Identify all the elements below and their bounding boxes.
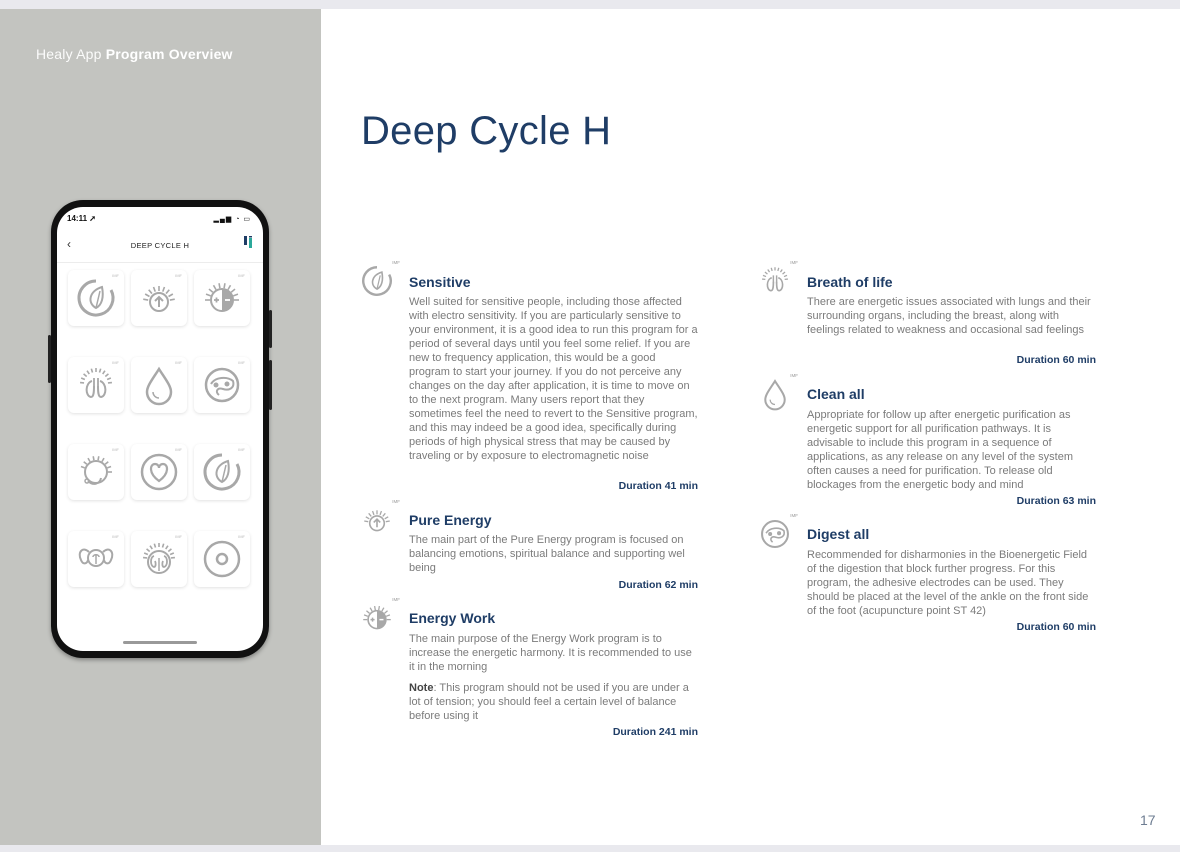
imf-badge: IMF: [112, 447, 119, 452]
header-section: Program Overview: [105, 46, 233, 62]
program-description: There are energetic issues associated with lungs and their surrounding organs, including the breast, along with feelings related to weakness and occasional sad feelings: [807, 296, 1091, 336]
note-text: : This program should not be used if you are under a lot of tension; you should feel a certain level of balance before using it: [409, 682, 689, 722]
phone-mockup: [51, 200, 269, 658]
program-tile[interactable]: [131, 357, 187, 413]
program-duration: Duration 41 min: [618, 480, 698, 492]
lungs-icon: [75, 364, 117, 406]
program-sensitive: [360, 260, 698, 494]
program-tile[interactable]: [131, 444, 187, 500]
page: [0, 9, 1180, 845]
program-name: Pure Energy: [409, 512, 492, 528]
program-tile[interactable]: [194, 531, 250, 587]
program-duration: Duration 60 min: [1016, 354, 1096, 366]
program-name: Digest all: [807, 526, 870, 542]
healy-logo-icon[interactable]: [243, 235, 255, 249]
lungs-icon: IMF: [758, 264, 792, 298]
program-description: The main purpose of the Energy Work program is to increase the energetic harmony. It is recommended to use it in the morning: [409, 633, 692, 673]
program-tile[interactable]: [194, 444, 250, 500]
imf-badge: IMF: [238, 534, 245, 539]
program-tile[interactable]: [68, 357, 124, 413]
program-breath-of-life: [758, 260, 1096, 374]
sun-plus-minus-icon: IMF: [360, 601, 394, 635]
imf-badge: IMF: [238, 273, 245, 278]
program-digest-all: [758, 513, 1096, 637]
program-name: Sensitive: [409, 274, 471, 290]
program-tile[interactable]: [68, 270, 124, 326]
program-tile[interactable]: [131, 270, 187, 326]
phone-side-button: [269, 310, 272, 348]
program-energy-work: [360, 597, 698, 746]
section-header: [36, 46, 233, 62]
program-name: Energy Work: [409, 610, 496, 626]
digestion-icon: [201, 364, 243, 406]
program-screen-title: DEEP CYCLE H: [130, 241, 190, 250]
target-circle-icon: [201, 538, 243, 580]
leaf-circle-icon: [75, 277, 117, 319]
program-duration: Duration 241 min: [612, 726, 698, 738]
program-tile[interactable]: [194, 357, 250, 413]
page-title: Deep Cycle H: [361, 109, 612, 153]
program-clean-all: [758, 373, 1096, 512]
imf-badge: IMF: [175, 447, 182, 452]
imf-badge: IMF: [112, 273, 119, 278]
drop-icon: IMF: [758, 377, 792, 411]
status-icons: ▂▄▆ ◔ ▭: [213, 216, 251, 223]
leaf-circle-icon: [201, 451, 243, 493]
imf-badge: IMF: [175, 360, 182, 365]
uterus-icon: [75, 538, 117, 580]
program-description: Appropriate for follow up after energetic purification as energetic support for all purification pathways. It is advisable to include this program in a sequence of applications, as any release on any level of the system often causes a need for purification. To release old blockages from the energetic body and mind: [807, 409, 1073, 491]
page-number: 17: [1140, 812, 1156, 828]
back-chevron-icon[interactable]: ‹: [67, 237, 71, 251]
phone-screen: [57, 207, 263, 651]
imf-badge: IMF: [238, 360, 245, 365]
program-name: Breath of life: [807, 274, 893, 290]
imf-badge: IMF: [238, 447, 245, 452]
status-time: 14:11 ➚: [67, 214, 96, 223]
note-label: Note: [409, 682, 434, 694]
stomach-sun-icon: [75, 451, 117, 493]
program-tile[interactable]: [68, 531, 124, 587]
imf-badge: IMF: [175, 534, 182, 539]
kidneys-sun-icon: [138, 538, 180, 580]
leaf-circle-icon: IMF: [360, 264, 394, 298]
program-duration: Duration 60 min: [1016, 621, 1096, 633]
program-description: The main part of the Pure Energy program is focused on balancing emotions, spiritual balance and supporting wel being: [409, 534, 685, 574]
sun-plus-minus-icon: [201, 277, 243, 319]
program-name: Clean all: [807, 386, 865, 402]
imf-badge: IMF: [112, 534, 119, 539]
program-description: Well suited for sensitive people, including those affected with electro sensitivity. If you are particularly sensitive to your environment, it is a good idea to run this program for a period of several days until you feel some relief. If you are new to frequency application, this would be a good program to start your journey. If you do not perceive any changes on the day after application, it is time to move on to the next program. Many users report that they sometimes feel the need to revert to the Sensitive program, and this may indeed be a good idea, specifically during periods of high physical stress that may be caused by traveling or by exposure to electromagnetic noise: [409, 296, 698, 462]
home-indicator[interactable]: [123, 641, 197, 644]
program-description: Recommended for disharmonies in the Bioenergetic Field of the digestion that block further progress. For this program, the adhesive electrodes can be used. They should be placed at the level of the ankle on the front side of the foot (acupuncture point ST 42): [807, 549, 1089, 617]
digestion-icon: IMF: [758, 517, 792, 551]
program-pure-energy: [360, 499, 698, 593]
drop-icon: [138, 364, 180, 406]
nav-divider: [57, 262, 263, 263]
program-tile[interactable]: [68, 444, 124, 500]
program-tile[interactable]: [131, 531, 187, 587]
phone-power-button: [269, 360, 272, 410]
program-duration: Duration 62 min: [618, 579, 698, 591]
program-tile[interactable]: [194, 270, 250, 326]
sun-arrow-icon: IMF: [360, 503, 394, 537]
imf-badge: IMF: [175, 273, 182, 278]
sidebar-panel: [0, 9, 321, 845]
program-note: [409, 681, 699, 723]
sun-arrow-icon: [138, 277, 180, 319]
header-app-name: Healy App: [36, 46, 102, 62]
imf-badge: IMF: [112, 360, 119, 365]
phone-volume-button: [48, 335, 51, 383]
heart-circle-icon: [138, 451, 180, 493]
program-duration: Duration 63 min: [1016, 495, 1096, 507]
